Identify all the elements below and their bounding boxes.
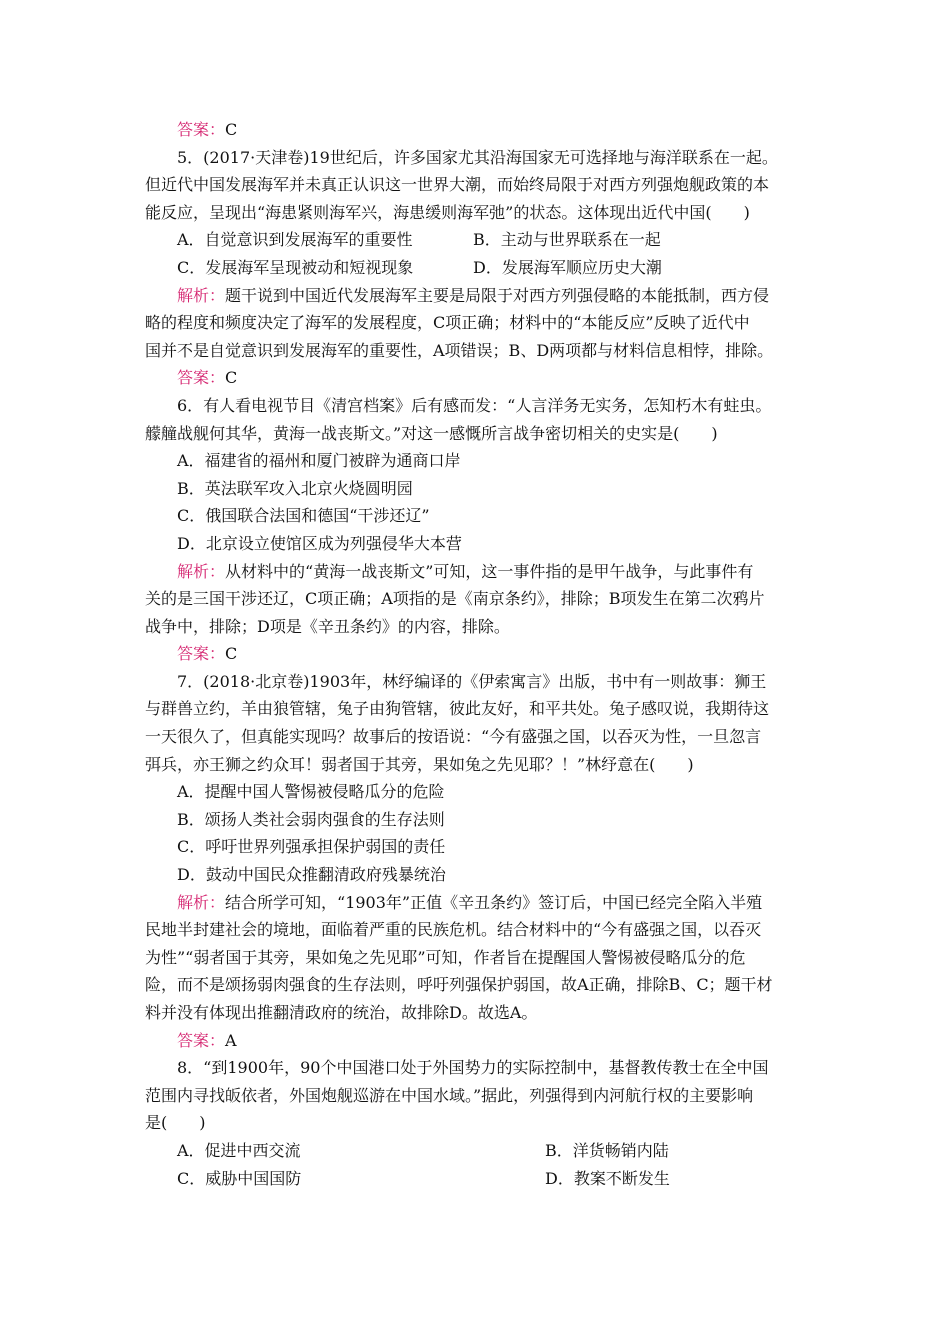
analysis-line: 战争中，排除；D项是《辛丑条约》的内容，排除。: [145, 616, 510, 636]
answer-value: A: [225, 1030, 237, 1050]
analysis-line: 为性”“弱者国于其旁，果如兔之先见耶”可知，作者旨在提醒国人警惕被侵略瓜分的危: [145, 947, 746, 967]
option-b: B．主动与世界联系在一起: [473, 230, 661, 250]
answer-label: 答案：: [177, 644, 226, 664]
question-stem-line: 能反应，呈现出“海患紧则海军兴，海患缓则海军弛”的状态。这体现出近代中国( ): [145, 202, 750, 222]
option-b: B．颂扬人类社会弱肉强食的生存法则: [177, 809, 445, 829]
analysis-text: 题干说到中国近代发展海军主要是局限于对西方列强侵略的本能抵制，西方侵: [225, 285, 770, 305]
analysis-line: 民地半封建社会的境地，面临着严重的民族危机。结合材料中的“今有盛强之国，以吞灭: [145, 920, 762, 940]
option-c: C．呼吁世界列强承担保护弱国的责任: [177, 837, 446, 857]
option-d: D．北京设立使馆区成为列强侵华大本营: [177, 533, 462, 553]
question-stem-line: 5．(2017·天津卷)19世纪后，许多国家尤其沿海国家无可选择地与海洋联系在一起。: [177, 147, 778, 167]
analysis-line: [145, 282, 820, 310]
option-b: B．英法联军攻入北京火烧圆明园: [177, 478, 413, 498]
q5-answer: [145, 364, 820, 392]
analysis-label: 解析：: [177, 892, 226, 912]
option-row: [145, 254, 820, 282]
answer-label: 答案：: [177, 1030, 226, 1050]
option-d: D．发展海军顺应历史大潮: [473, 257, 662, 277]
answer-label: 答案：: [177, 368, 226, 388]
worksheet-page: [145, 116, 820, 1192]
option-a: A．自觉意识到发展海军的重要性: [177, 230, 413, 250]
analysis-line: 关的是三国干涉还辽，C项正确；A项指的是《南京条约》，排除；B项发生在第二次鸦片: [145, 589, 765, 609]
analysis-line: 略的程度和频度决定了海军的发展程度，C项正确；材料中的“本能反应”反映了近代中: [145, 313, 750, 333]
option-d: D．鼓动中国民众推翻清政府残暴统治: [177, 865, 446, 885]
question-7: [145, 668, 820, 1054]
q6-answer: [145, 640, 820, 668]
question-stem-line: 但近代中国发展海军并未真正认识这一世界大潮，而始终局限于对西方列强炮舰政策的本: [145, 175, 770, 195]
analysis-text: 从材料中的“黄海一战丧斯文”可知，这一事件指的是甲午战争，与此事件有: [225, 561, 754, 581]
question-stem-line: 与群兽立约，羊由狼管辖，兔子由狗管辖，彼此友好，和平共处。兔子感叹说，我期待这: [145, 699, 770, 719]
analysis-label: 解析：: [177, 561, 226, 581]
option-a: A．福建省的福州和厦门被辟为通商口岸: [177, 451, 461, 471]
answer-value: C: [225, 368, 238, 388]
question-stem-line: 是( ): [145, 1113, 206, 1133]
answer-value: C: [225, 644, 238, 664]
question-stem-line: 7．(2018·北京卷)1903年，林纾编译的《伊索寓言》出版，书中有一则故事：狮王: [177, 671, 767, 691]
option-b: B．洋货畅销内陆: [545, 1140, 669, 1160]
question-stem-line: 6．有人看电视节目《清宫档案》后有感而发：“人言洋务无实务，怎知朽木有蛀虫。: [177, 395, 772, 415]
option-c: C．威胁中国国防: [177, 1168, 302, 1188]
q4-answer: [145, 116, 820, 144]
analysis-label: 解析：: [177, 285, 226, 305]
question-8: [145, 1054, 820, 1192]
question-stem-line: 艨艟战舰何其华，黄海一战丧斯文。”对这一感慨所言战争密切相关的史实是( ): [145, 423, 718, 443]
option-c: C．俄国联合法国和德国“干涉还辽”: [177, 506, 430, 526]
option-d: D．教案不断发生: [545, 1168, 670, 1188]
analysis-line: 国并不是自觉意识到发展海军的重要性，A项错误；B、D两项都与材料信息相悖，排除。: [145, 340, 774, 360]
question-6: [145, 392, 820, 668]
option-row: [145, 1165, 820, 1193]
analysis-line: 料并没有体现出推翻清政府的统治，故排除D。故选A。: [145, 1003, 538, 1022]
option-row: [145, 226, 820, 254]
question-stem-line: 一天很久了，但真能实现吗？故事后的按语说：“今有盛强之国，以吞灭为性，一旦忽言: [145, 727, 762, 747]
question-5: [145, 144, 820, 392]
question-stem-line: 8．“到1900年，90个中国港口处于外国势力的实际控制中，基督教传教士在全中国: [177, 1058, 769, 1078]
analysis-line: [145, 558, 820, 586]
question-stem-line: 弭兵，亦王狮之约众耳！弱者国于其旁，果如兔之先见耶？！”林纾意在( ): [145, 754, 694, 774]
option-row: [145, 1137, 820, 1165]
option-c: C．发展海军呈现被动和短视现象: [177, 257, 414, 277]
option-a: A．促进中西交流: [177, 1140, 301, 1160]
analysis-line: [145, 889, 820, 917]
q7-answer: [145, 1027, 820, 1055]
answer-label: 答案：: [177, 120, 226, 139]
question-stem-line: 范围内寻找皈依者，外国炮舰巡游在中国水域。”据此，列强得到内河航行权的主要影响: [145, 1085, 754, 1105]
answer-value: C: [225, 120, 238, 139]
analysis-text: 结合所学可知，“1903年”正值《辛丑条约》签订后，中国已经完全陷入半殖: [225, 892, 763, 912]
option-a: A．提醒中国人警惕被侵略瓜分的危险: [177, 782, 445, 802]
analysis-line: 险，而不是颂扬弱肉强食的生存法则，呼吁列强保护弱国，故A正确，排除B、C；题干材: [145, 975, 773, 995]
